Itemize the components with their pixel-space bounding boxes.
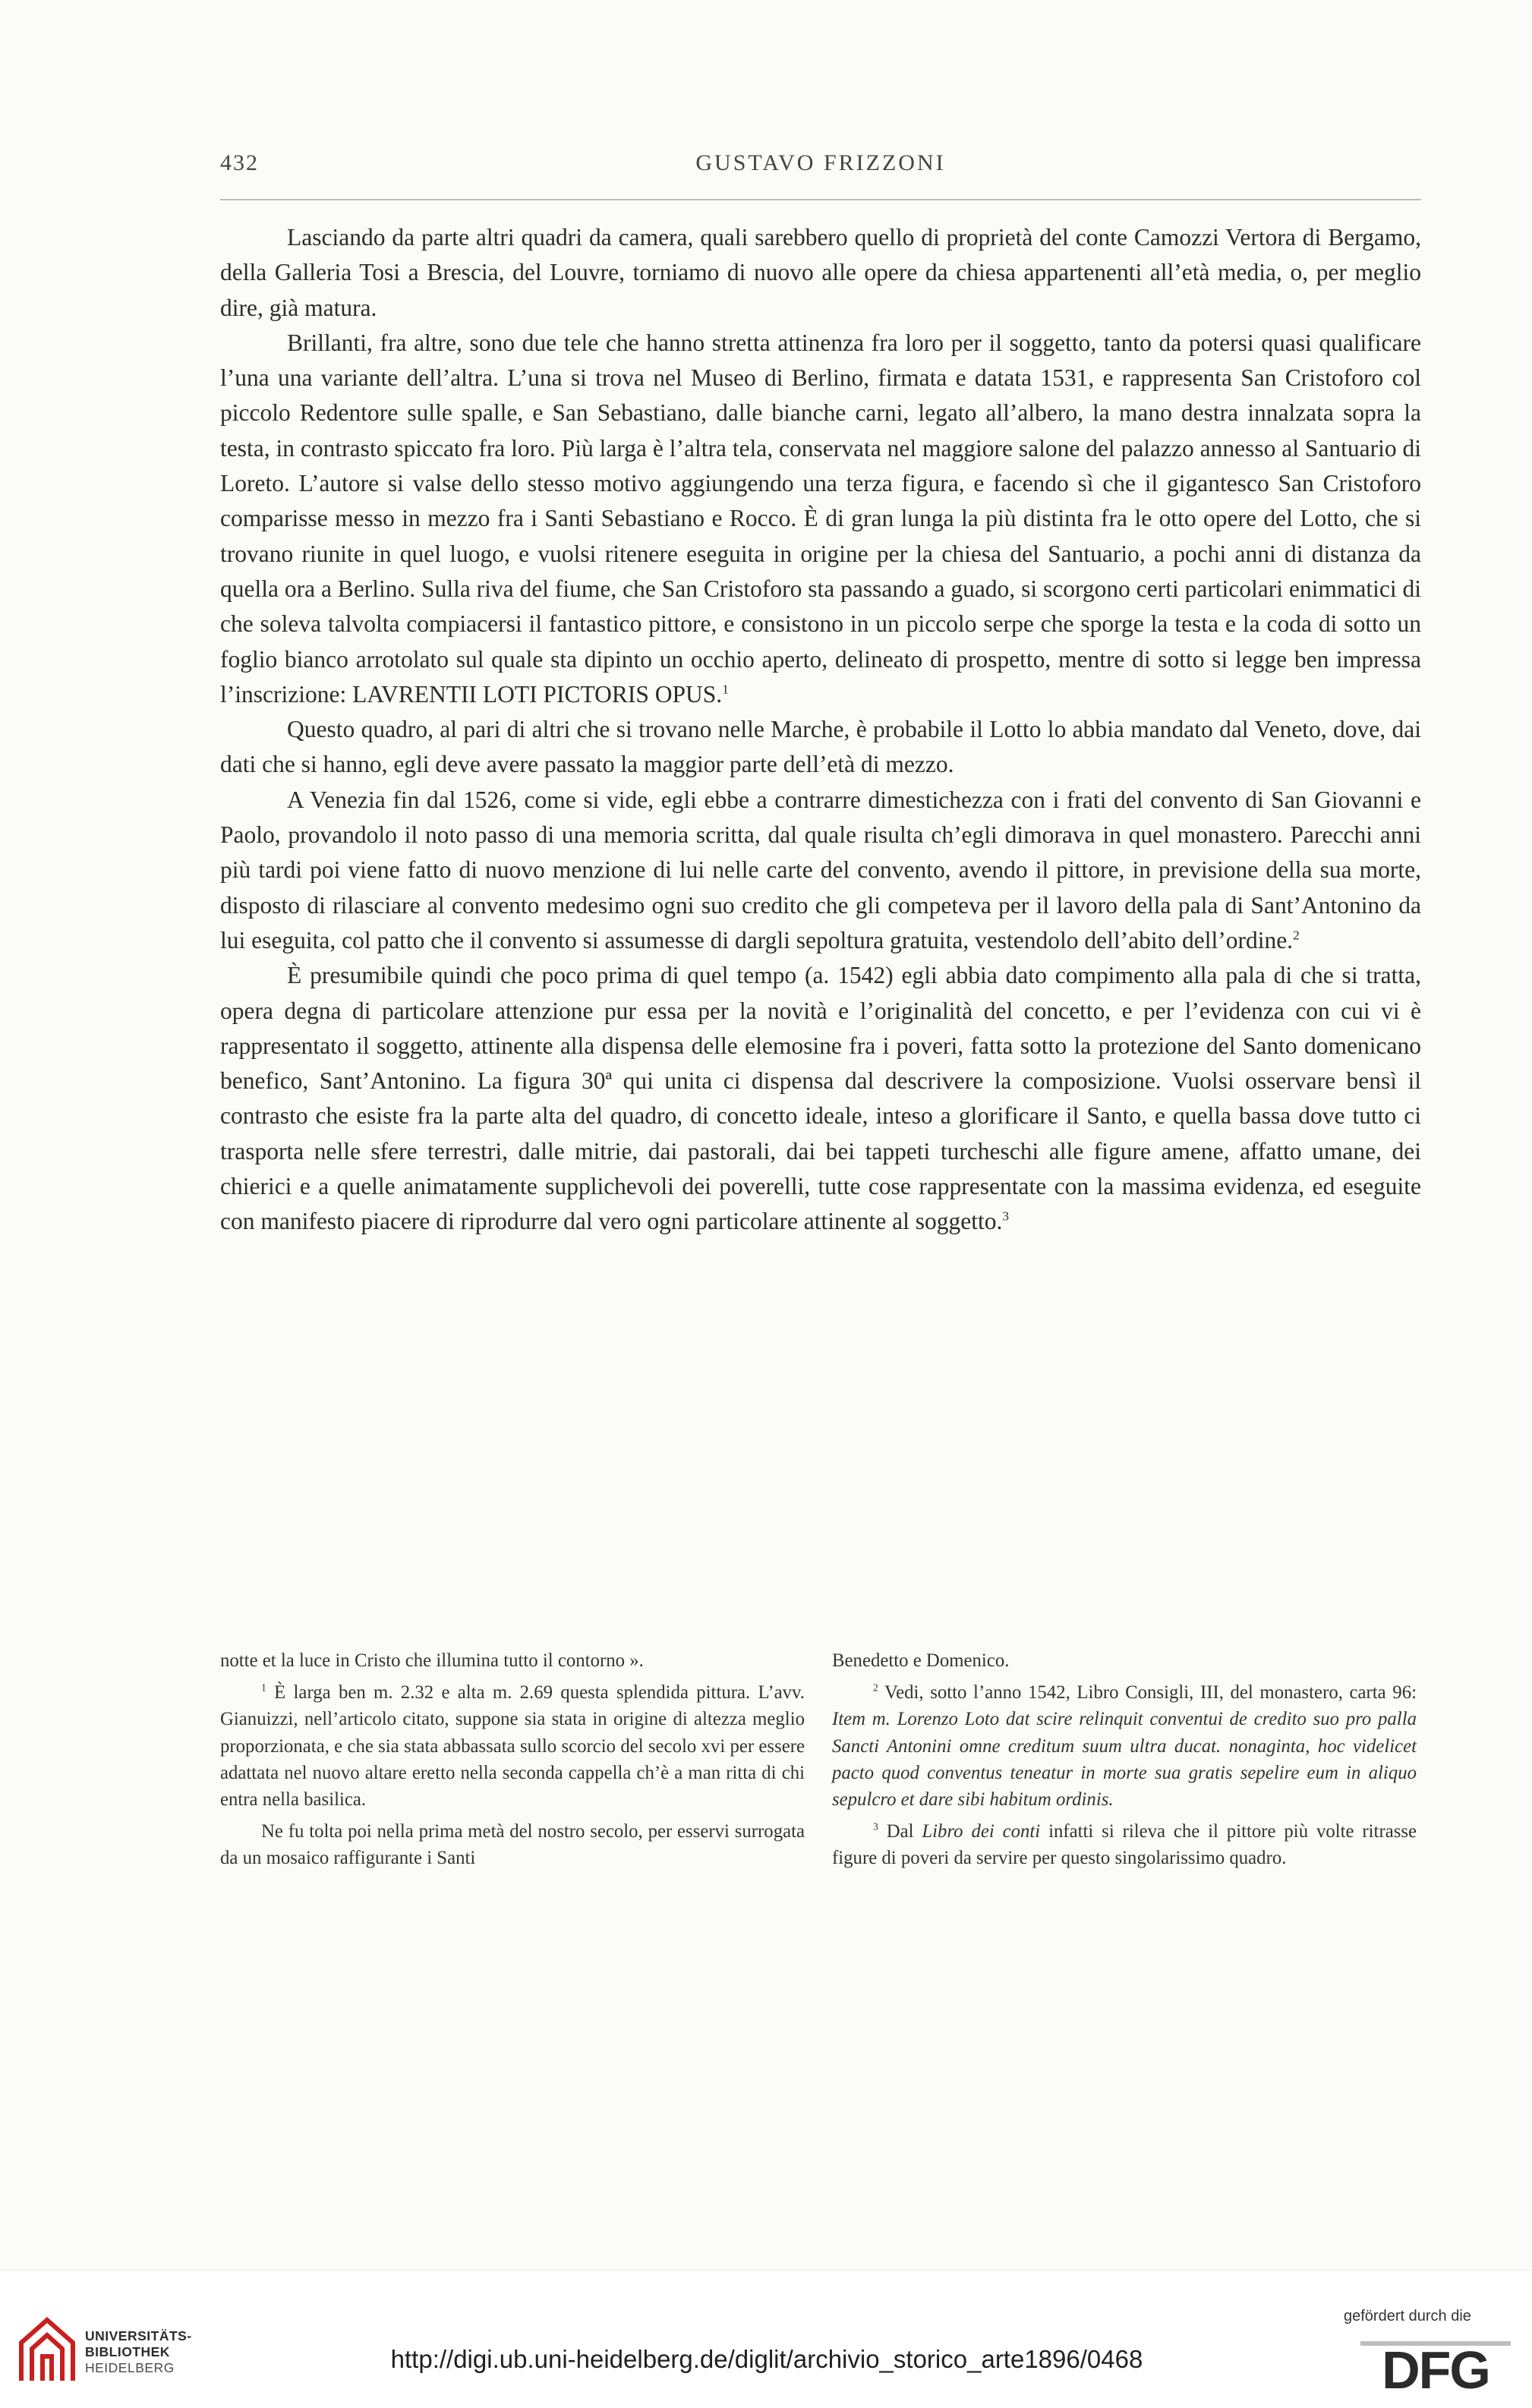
paragraph: A Venezia fin dal 1526, come si vide, egli ebbe a contrarre dimestichezza con i frati del convento di San Giovanni e Paolo, provandolo il noto passo di una memoria scritta, dal quale risulta ch’egli dimorava in quel monastero. Parecchi anni più tardi poi viene fatto di nuovo menzione di lui nelle carte del convento, avendo il pittore, in previsione della sua morte, disposto di rilasciare al convento medesimo ogni suo credito che gli competeva per il lavoro della pala di Sant’Antonino da lui eseguita, col patto che il convento si assumesse di dargli sepoltura gratuita, vestendolo dell’abito dell’ordine.$^2$ [220, 786, 1421, 953]
viewer-footer [0, 2270, 1532, 2408]
footnotes-left-column [220, 1647, 805, 1872]
funder-name: DFG [1382, 2340, 1489, 2391]
dfg-logo-icon[interactable] [1359, 2332, 1512, 2391]
footnote-continuation: notte et la luce in Cristo che illumina tutto il contorno ». [220, 1650, 644, 1671]
footnote-continuation: Benedetto e Domenico. [832, 1650, 1010, 1671]
footnote-ref[interactable]: 2 [1293, 928, 1300, 943]
footnote-ref[interactable]: 1 [722, 682, 729, 697]
header-rule [220, 199, 1421, 200]
footnote-ref[interactable]: 3 [1002, 1209, 1010, 1224]
paragraph: Lasciando da parte altri quadri da camera, quali sarebbero quello di proprietà del conte Camozzi Vertora di Bergamo, della Galleria Tosi a Brescia, del Louvre, torniamo di nuovo alle opere da chiesa appartenenti all’età media, o, per meglio dire, già matura. [220, 224, 1421, 321]
running-head: GUSTAVO FRIZZONI [695, 150, 946, 175]
latin-quotation: Item m. Lorenzo Loto dat scire relinquit conventui de credito suo pro palla Sancti Antonini omne creditum suum ultra ducat. nonaginta, hoc videlicet pacto quod conventus teneatur in morte sua gratis sepelire eum in aliquo sepulcro et dare sibi habitum ordinis. [832, 1709, 1417, 1811]
footnote-1: $^1$ È larga ben m. 2.32 e alta m. 2.69 questa splendida pittura. L’avv. Gianuizzi, nell’articolo citato, suppone sia stata in origine di altezza meglio proporzionata, e che sia stata abbassata sullo scorcio del secolo xvi per essere adattata nel nuovo altare eretto nella seconda cappella ch’è a man ritta di chi entra nella basilica. [220, 1682, 805, 1811]
footnotes-right-column [832, 1647, 1417, 1872]
university-library-logo-icon[interactable] [17, 2315, 76, 2385]
footnote-1-continued: Ne fu tolta poi nella prima metà del nostro secolo, per esservi surrogata da un mosaico raffigurante i Santi [220, 1821, 805, 1869]
footnote-3: $^3$ Dal Libro dei conti infatti si rileva che il pittore più volte ritrasse figure di poveri da servire per questo singolarissimo quadro. [832, 1820, 1417, 1869]
paragraph: Questo quadro, al pari di altri che si trovano nelle Marche, è probabile il Lotto lo abbia mandato dal Veneto, dove, dai dati che si hanno, egli deve avere passato la maggior parte dell’età di mezzo. [220, 716, 1421, 778]
permalink-url[interactable]: http://digi.ub.uni-heidelberg.de/diglit/archivio_storico_arte1896/0468 [390, 2345, 1143, 2373]
paragraph: È presumibile quindi che poco prima di quel tempo (a. 1542) egli abbia dato compimento alla pala di che si tratta, opera degna di particolare attenzione pur essa per la novità e l’originalità del concetto, e per l’evidenza con cui vi è rappresentato il soggetto, attinente alla dispensa delle elemosine fra i poveri, fatta sotto la protezione del Santo domenicano benefico, Sant’Antonino. La figura 30ª qui unita ci dispensa dal descrivere la composizione. Vuolsi osservare bensì il contrasto che esiste fra la parte alta del quadro, di concetto ideale, inteso a glorificare il Santo, e quella bassa dove tutto ci trasporta nelle sfere terrestri, dalle mitrie, dai pastorali, dai bei tappeti turcheschi alle figure amene, affatto umane, dei chierici e a quelle animatamente supplichevoli dei poverelli, tutte cose rappresentate con la massima evidenza, ed eseguite con manifesto piacere di riprodurre dal vero ogni particolare attinente al soggetto.$^3$ [220, 962, 1421, 1235]
body-text [220, 220, 1421, 1240]
paragraph: Brillanti, fra altre, sono due tele che hanno stretta attinenza fra loro per il soggetto, tanto da potersi quasi qualificare l’una una variante dell’altra. L’una si trova nel Museo di Berlino, firmata e datata 1531, e rappresenta San Cristoforo col piccolo Redentore sulle spalle, e San Sebastiano, dalle bianche carni, legato all’albero, la mano destra innalzata sopra la testa, in contrasto spiccato fra loro. Più larga è l’altra tela, conservata nel maggiore salone del palazzo annesso al Santuario di Loreto. L’autore si valse dello stesso motivo aggiungendo una terza figura, e facendo sì che il gigantesco San Cristoforo comparisse messo in mezzo fra i Santi Sebastiano e Rocco. È di gran lunga la più distinta fra le otto opere del Lotto, che si trovano riunite in quel luogo, e vuolsi ritenere eseguita in origine per la chiesa del Santuario, a pochi anni di distanza da quella ora a Berlino. Sulla riva del fiume, che San Cristoforo sta passando a guado, si scorgono certi particolari enimmatici di che soleva talvolta compiacersi il fantastico pittore, e consistono in un piccolo serpe che sporge la testa e la coda di sotto un foglio bianco arrotolato sul quale sta dipinto un occhio aperto, delineato di prospetto, mentre di sotto si legge ben impressa l’inscrizione: LAVRENTII LOTI PICTORIS OPUS.$^1$ [220, 329, 1421, 708]
university-library-name: UNIVERSITÄTS- BIBLIOTHEK HEIDELBERG [85, 2328, 192, 2375]
page-header [220, 150, 1421, 181]
footnote-2: $^2$ Vedi, sotto l’anno 1542, Libro Consigli, III, del monastero, carta 96: Item m. Lorenzo Loto dat scire relinquit conventui de credito suo pro palla Sancti Antonini omne creditum suum ultra ducat. nonaginta, hoc videlicet pacto quod conventus teneatur in morte sua gratis sepelire eum in aliquo sepulcro et dare sibi habitum ordinis. [832, 1682, 1417, 1811]
footnotes [220, 1647, 1421, 2004]
funding-caption: gefördert durch die [1344, 2308, 1471, 2324]
page-number: 432 [220, 150, 259, 175]
book-title: Libro dei conti [922, 1821, 1041, 1842]
